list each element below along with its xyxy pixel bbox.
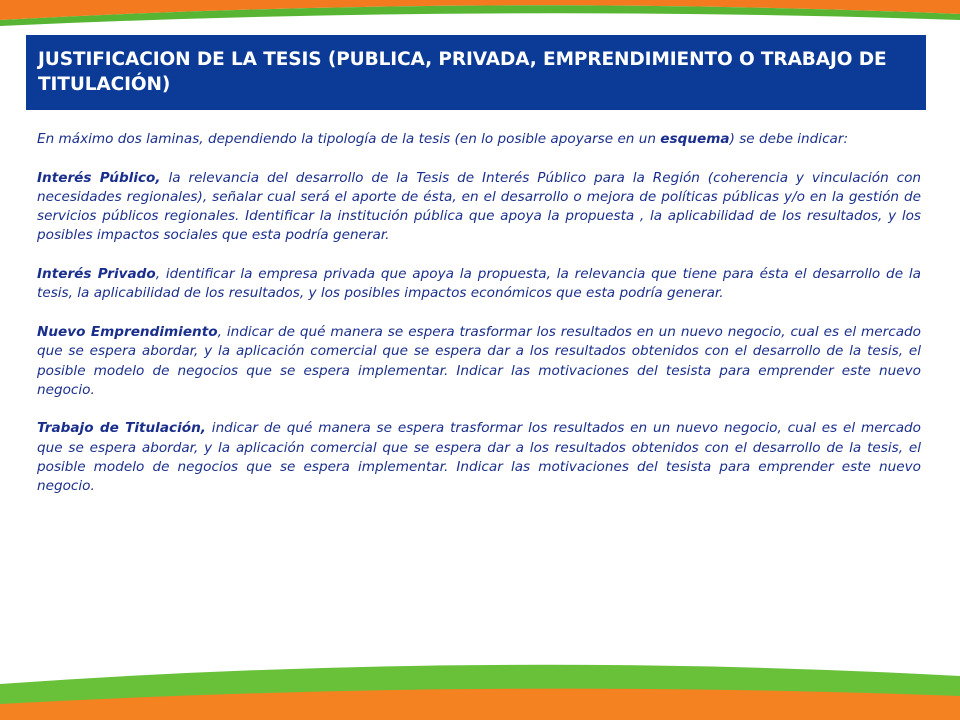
title-banner <box>26 35 926 110</box>
slide-title: JUSTIFICACION DE LA TESIS (PUBLICA, PRIVADA, EMPRENDIMIENTO O TRABAJO DE TITULACIÓN) <box>38 49 887 95</box>
section-interes-publico <box>37 169 921 246</box>
section-nuevo-emprendimiento <box>37 323 921 400</box>
section-heading: Interés Privado <box>37 266 156 283</box>
slide-body <box>37 130 921 516</box>
section-heading: Interés Público, <box>37 169 161 186</box>
section-text: , indicar de qué manera se espera trasformar los resultados en un nuevo negocio, cual es el mercado que se espera abordar, y la aplicación comercial que se espera dar a los resultados obtenidos con el desarrollo de la tesis, el posible modelo de negocios que se espera implementar. Indicar las motivaciones del tesista para emprender este nuevo negocio. <box>37 323 921 398</box>
intro-emphasis: esquema <box>660 131 730 147</box>
top-decorative-swoosh <box>0 0 960 40</box>
section-trabajo-titulacion <box>37 419 921 496</box>
section-heading: Trabajo de Titulación, <box>37 420 206 437</box>
intro-text-end: ) se debe indicar: <box>729 131 849 147</box>
intro-paragraph <box>37 130 921 149</box>
bottom-decorative-swoosh <box>0 660 960 720</box>
section-text: indicar de qué manera se espera trasformar los resultados en un nuevo negocio, cual es el mercado que se espera abordar, y la aplicación comercial que se espera dar a los resultados obtenidos con el desarrollo de la tesis, el posible modelo de negocios que se espera implementar. Indicar las motivaciones del tesista para emprender este nuevo negocio. <box>37 420 921 495</box>
section-interes-privado <box>37 265 921 304</box>
section-text: , identificar la empresa privada que apoya la propuesta, la relevancia que tiene para ésta el desarrollo de la tesis, la aplicabilidad de los resultados, y los posibles impactos económicos que esta podría generar. <box>37 266 921 302</box>
intro-text-start: En máximo dos laminas, dependiendo la tipología de la tesis (en lo posible apoyarse en un <box>37 131 661 147</box>
section-heading: Nuevo Emprendimiento <box>37 323 218 340</box>
section-text: la relevancia del desarrollo de la Tesis de Interés Público para la Región (coherencia y vinculación con necesidades regionales), señalar cual será el aporte de ésta, en el desarrollo o mejora de políticas públicas y/o en la gestión de servicios públicos regionales. Identificar la institución pública que apoya la propuesta , la aplicabilidad de los resultados, y los posibles impactos sociales que esta podría generar. <box>37 169 922 244</box>
